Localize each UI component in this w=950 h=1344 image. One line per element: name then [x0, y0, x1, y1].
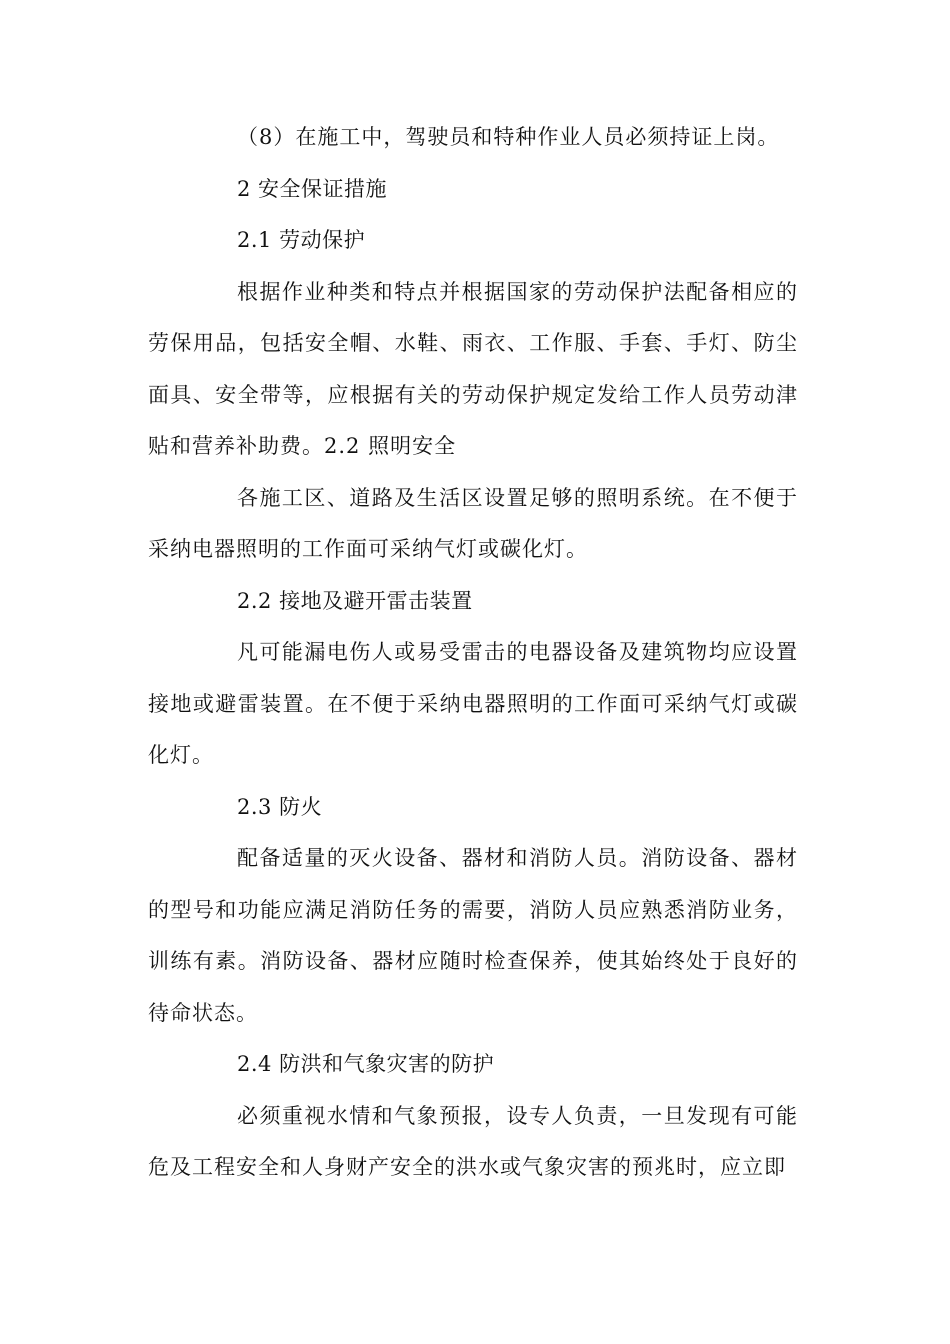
- subsection-heading-labor-protection: 2.1 劳动保护: [237, 228, 366, 252]
- subsection-heading-grounding-lightning: 2.2 接地及避开雷击装置: [237, 588, 473, 613]
- paragraph-lighting: 各施工区、道路及生活区设置足够的照明系统。在不便于采纳电器照明的工作面可采纳气灯或碳化灯。: [148, 485, 798, 561]
- subsection-heading-flood-weather: 2.4 防洪和气象灾害的防护: [237, 1052, 495, 1076]
- subsection-heading-fire-prevention: 2.3 防火: [237, 794, 323, 819]
- paragraph-grounding-lightning: 凡可能漏电伤人或易受雷击的电器设备及建筑物均应设置接地或避雷装置。在不便于采纳电器照明的工作面可采纳气灯或碳化灯。: [148, 640, 798, 767]
- paragraph-labor-protection: 根据作业种类和特点并根据国家的劳动保护法配备相应的劳保用品，包括安全帽、水鞋、雨衣、工作服、手套、手灯、防尘面具、安全带等，应根据有关的劳动保护规定发给工作人员劳动津贴和营养补助费。2.2 照明安全: [148, 279, 798, 458]
- section-heading-safety-measures: 2 安全保证措施: [237, 176, 388, 201]
- paragraph-flood-weather: 必须重视水情和气象预报，设专人负责，一旦发现有可能危及工程安全和人身财产安全的洪水或气象灾害的预兆时，应立即: [148, 1103, 798, 1179]
- paragraph-fire-prevention: 配备适量的灭火设备、器材和消防人员。消防设备、器材的型号和功能应满足消防任务的需要，消防人员应熟悉消防业务，训练有素。消防设备、器材应随时检查保养，使其始终处于良好的待命状态。: [148, 846, 798, 1025]
- document-body: [148, 112, 798, 1194]
- paragraph-driver-certification: （8）在施工中，驾驶员和特种作业人员必须持证上岗。: [237, 125, 780, 149]
